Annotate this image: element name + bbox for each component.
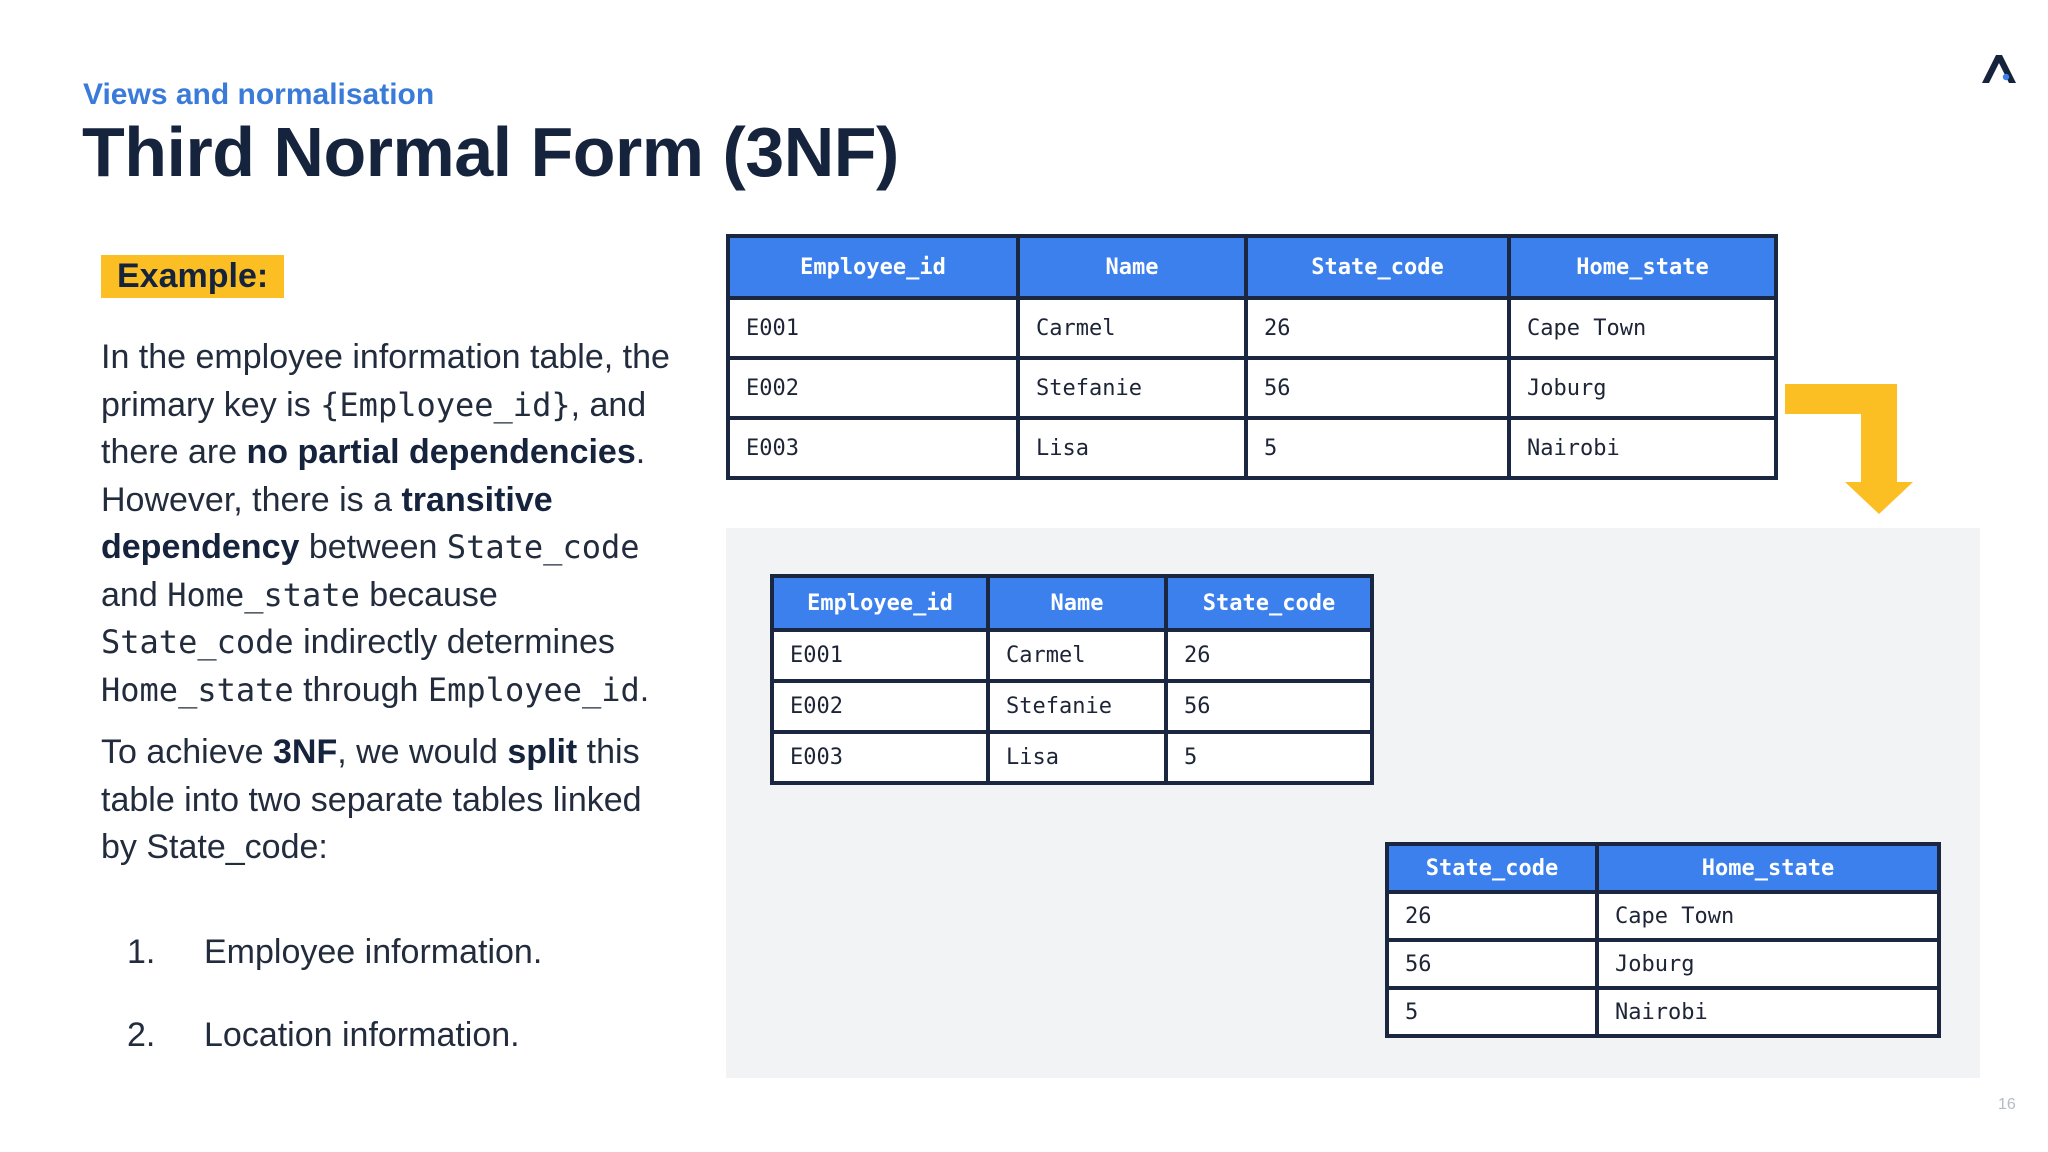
table-cell: Cape Town (1509, 298, 1776, 358)
table-cell: 5 (1166, 732, 1372, 783)
code-run: Home_state (167, 575, 360, 614)
text-run: indirectly determines (293, 623, 615, 661)
table-cell: E001 (728, 298, 1018, 358)
text-run: . (639, 670, 650, 709)
column-header: State_code (1387, 844, 1597, 892)
text-run: this table into two separate tables linked by State_code: (101, 733, 642, 866)
table-row (1387, 988, 1939, 1036)
table-cell: 26 (1166, 630, 1372, 681)
bold-run: split (507, 733, 578, 771)
text-run: , we would (337, 733, 508, 771)
text-run: In the employee information table, the primary key is (101, 338, 670, 424)
code-run: Home_state (101, 670, 294, 709)
table-cell: Cape Town (1597, 892, 1939, 940)
column-header: State_code (1246, 236, 1509, 298)
text-run: To achieve (101, 733, 273, 771)
table-row (772, 732, 1372, 783)
table-cell: E001 (772, 630, 988, 681)
original-employee-table (726, 234, 1778, 480)
text-run: , and there are (101, 385, 647, 471)
table-cell: Joburg (1597, 940, 1939, 988)
table-row (1387, 940, 1939, 988)
table-cell: 26 (1246, 298, 1509, 358)
table-cell: Nairobi (1597, 988, 1939, 1036)
table-cell: Joburg (1509, 358, 1776, 418)
column-header: Home_state (1509, 236, 1776, 298)
table-cell: E002 (772, 681, 988, 732)
example-badge: Example: (101, 255, 284, 298)
list-number: 2. (127, 1016, 156, 1054)
code-run: State_code (101, 623, 294, 661)
brand-logo-icon (1982, 55, 2016, 83)
table-header-row (728, 236, 1776, 298)
table-cell: 56 (1387, 940, 1597, 988)
table-row (728, 358, 1776, 418)
bold-run: no partial dependencies (246, 433, 636, 471)
list-text: Employee information. (204, 933, 543, 971)
code-run: State_code (446, 528, 640, 566)
column-header: State_code (1166, 576, 1372, 630)
explanation-paragraph (101, 334, 681, 714)
table-cell: Stefanie (1018, 358, 1246, 418)
bold-run: 3NF (273, 733, 338, 771)
text-run: . However, there is a (101, 433, 646, 519)
code-run: Employee_id (427, 670, 640, 709)
table-cell: Lisa (1018, 418, 1246, 478)
table-cell: 5 (1246, 418, 1509, 478)
conclusion-paragraph (101, 729, 681, 872)
column-header: Name (1018, 236, 1246, 298)
text-run: because (359, 575, 498, 614)
table-cell: Stefanie (988, 681, 1166, 732)
table-cell: 26 (1387, 892, 1597, 940)
column-header: Employee_id (772, 576, 988, 630)
table-cell: Carmel (1018, 298, 1246, 358)
table-cell: E003 (772, 732, 988, 783)
table-header-row (772, 576, 1372, 630)
list-text: Location information. (204, 1016, 520, 1054)
table-row (728, 418, 1776, 478)
table-cell: 5 (1387, 988, 1597, 1036)
code-run: {Employee_id} (320, 385, 571, 424)
section-label: Views and normalisation (83, 78, 435, 111)
text-run: through (293, 670, 428, 709)
split-arrow-icon (1785, 384, 1915, 516)
page-number: 16 (1998, 1096, 2016, 1113)
text-run: between (299, 528, 447, 566)
table-cell: Nairobi (1509, 418, 1776, 478)
table-cell: 56 (1246, 358, 1509, 418)
table-cell: Lisa (988, 732, 1166, 783)
table-row (772, 630, 1372, 681)
employee-information-table (770, 574, 1374, 785)
explanation-text (101, 334, 681, 872)
location-information-table (1385, 842, 1941, 1038)
table-row (728, 298, 1776, 358)
table-cell: Carmel (988, 630, 1166, 681)
table-cell: E002 (728, 358, 1018, 418)
text-run: and (101, 575, 168, 614)
column-header: Employee_id (728, 236, 1018, 298)
table-cell: E003 (728, 418, 1018, 478)
table-row (1387, 892, 1939, 940)
list-number: 1. (127, 933, 156, 971)
column-header: Home_state (1597, 844, 1939, 892)
bold-run: transitive dependency (101, 480, 553, 566)
table-row (772, 681, 1372, 732)
table-header-row (1387, 844, 1939, 892)
table-cell: 56 (1166, 681, 1372, 732)
page-title: Third Normal Form (3NF) (82, 113, 899, 191)
column-header: Name (988, 576, 1166, 630)
